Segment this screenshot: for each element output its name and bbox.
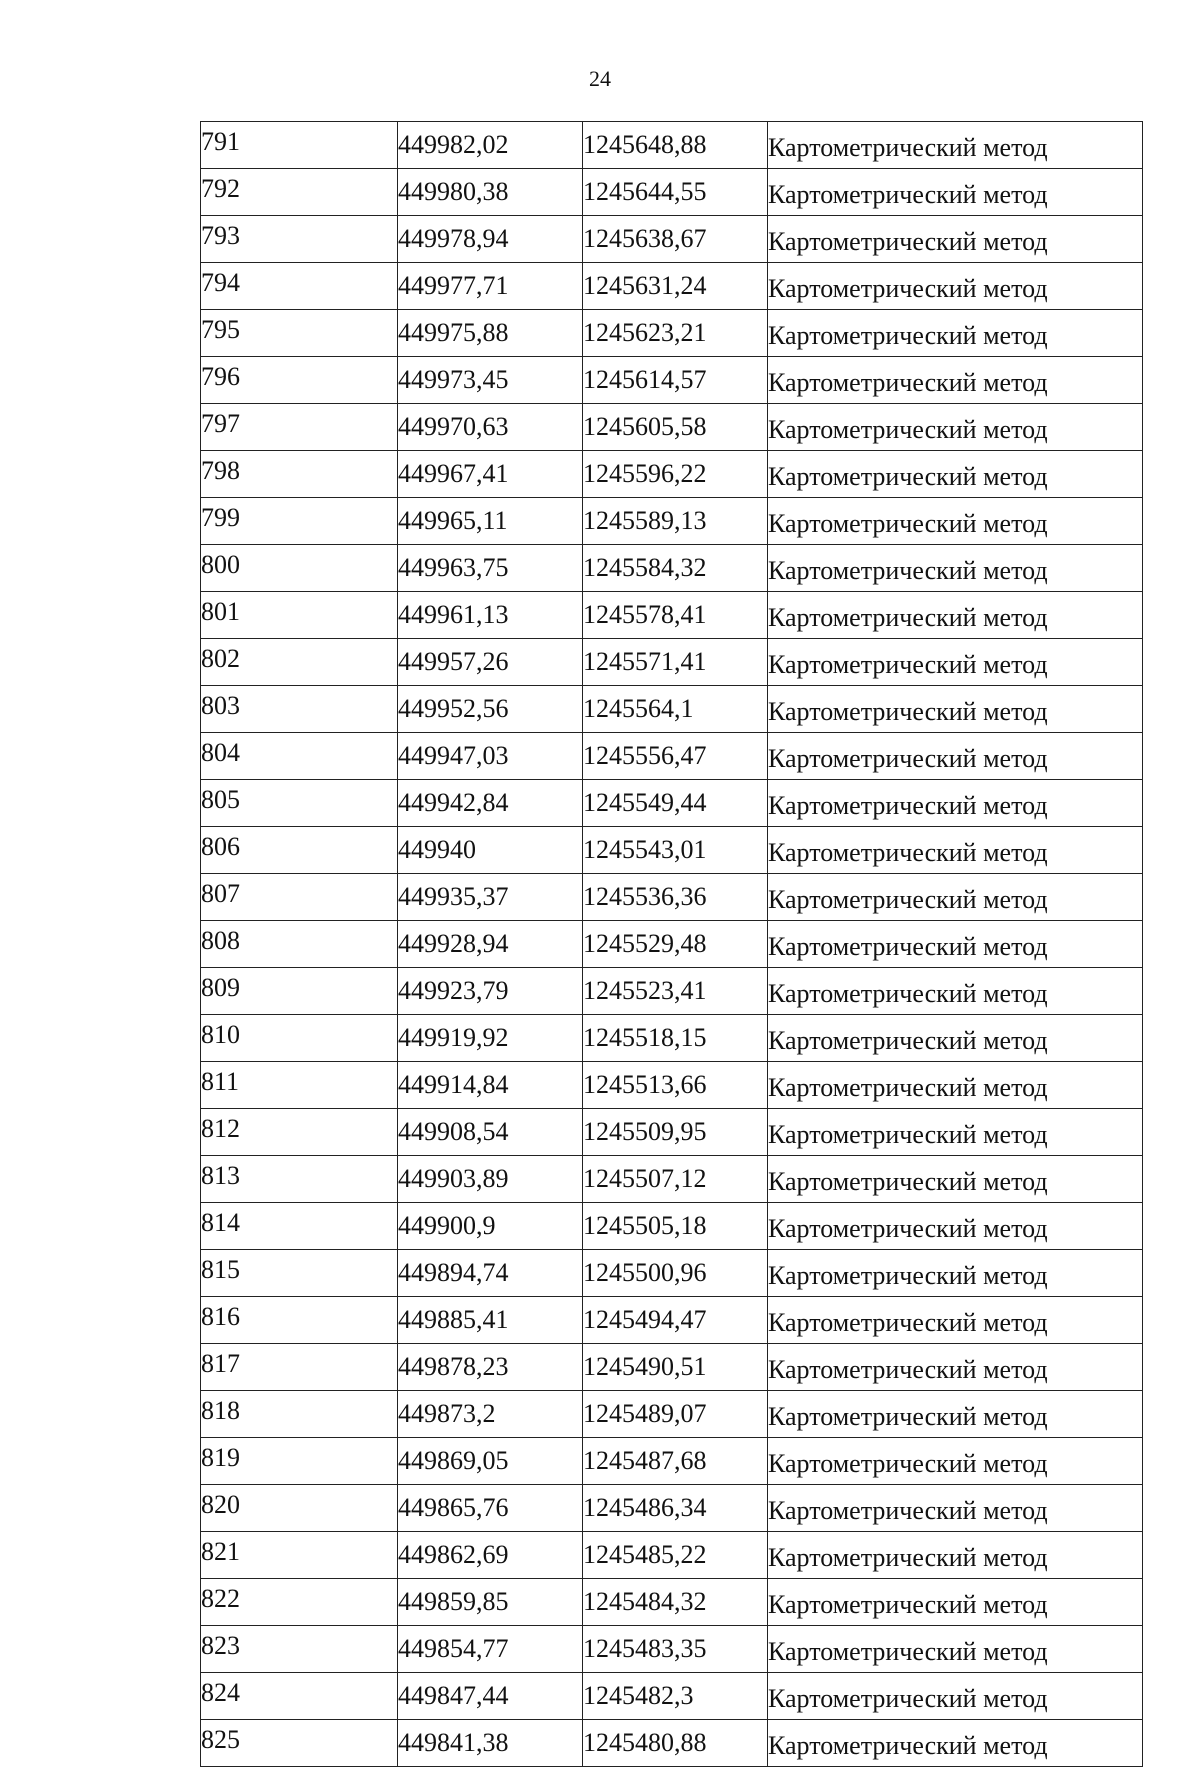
table-row [201,169,1143,216]
y-coordinate-cell: 1245536,36 [583,874,768,921]
table-row [201,1532,1143,1579]
table-row [201,310,1143,357]
method-cell: Картометрический метод [768,1344,1143,1391]
x-coordinate-cell: 449928,94 [398,921,583,968]
point-number-cell: 824 [201,1673,398,1720]
x-coordinate-cell: 449947,03 [398,733,583,780]
table-row [201,968,1143,1015]
x-coordinate-cell: 449885,41 [398,1297,583,1344]
point-number-cell: 814 [201,1203,398,1250]
x-coordinate-cell: 449977,71 [398,263,583,310]
table-row [201,1250,1143,1297]
y-coordinate-cell: 1245482,3 [583,1673,768,1720]
method-cell: Картометрический метод [768,686,1143,733]
table-row [201,592,1143,639]
point-number-cell: 791 [201,122,398,169]
table-row [201,1297,1143,1344]
x-coordinate-cell: 449970,63 [398,404,583,451]
table-row [201,874,1143,921]
y-coordinate-cell: 1245509,95 [583,1109,768,1156]
y-coordinate-cell: 1245505,18 [583,1203,768,1250]
method-cell: Картометрический метод [768,263,1143,310]
y-coordinate-cell: 1245589,13 [583,498,768,545]
method-cell: Картометрический метод [768,592,1143,639]
y-coordinate-cell: 1245483,35 [583,1626,768,1673]
table-row [201,1344,1143,1391]
point-number-cell: 807 [201,874,398,921]
x-coordinate-cell: 449967,41 [398,451,583,498]
method-cell: Картометрический метод [768,874,1143,921]
method-cell: Картометрический метод [768,498,1143,545]
x-coordinate-cell: 449923,79 [398,968,583,1015]
y-coordinate-cell: 1245638,67 [583,216,768,263]
table-row [201,451,1143,498]
method-cell: Картометрический метод [768,780,1143,827]
y-coordinate-cell: 1245518,15 [583,1015,768,1062]
x-coordinate-cell: 449900,9 [398,1203,583,1250]
x-coordinate-cell: 449903,89 [398,1156,583,1203]
x-coordinate-cell: 449847,44 [398,1673,583,1720]
method-cell: Картометрический метод [768,1532,1143,1579]
y-coordinate-cell: 1245644,55 [583,169,768,216]
point-number-cell: 796 [201,357,398,404]
method-cell: Картометрический метод [768,1720,1143,1767]
y-coordinate-cell: 1245487,68 [583,1438,768,1485]
table-row [201,357,1143,404]
point-number-cell: 820 [201,1485,398,1532]
table-row [201,1015,1143,1062]
method-cell: Картометрический метод [768,122,1143,169]
method-cell: Картометрический метод [768,357,1143,404]
page-number: 24 [589,66,611,91]
method-cell: Картометрический метод [768,1250,1143,1297]
table-row [201,1626,1143,1673]
y-coordinate-cell: 1245571,41 [583,639,768,686]
method-cell: Картометрический метод [768,639,1143,686]
table-row [201,1485,1143,1532]
point-number-cell: 805 [201,780,398,827]
method-cell: Картометрический метод [768,169,1143,216]
point-number-cell: 818 [201,1391,398,1438]
x-coordinate-cell: 449908,54 [398,1109,583,1156]
x-coordinate-cell: 449975,88 [398,310,583,357]
x-coordinate-cell: 449973,45 [398,357,583,404]
table-row [201,780,1143,827]
point-number-cell: 809 [201,968,398,1015]
x-coordinate-cell: 449963,75 [398,545,583,592]
table-row [201,921,1143,968]
y-coordinate-cell: 1245564,1 [583,686,768,733]
method-cell: Картометрический метод [768,1203,1143,1250]
y-coordinate-cell: 1245490,51 [583,1344,768,1391]
y-coordinate-cell: 1245648,88 [583,122,768,169]
x-coordinate-cell: 449940 [398,827,583,874]
table-row [201,639,1143,686]
y-coordinate-cell: 1245523,41 [583,968,768,1015]
table-row [201,1391,1143,1438]
y-coordinate-cell: 1245605,58 [583,404,768,451]
x-coordinate-cell: 449865,76 [398,1485,583,1532]
table-row [201,1203,1143,1250]
table-row [201,1062,1143,1109]
point-number-cell: 793 [201,216,398,263]
table-row [201,122,1143,169]
method-cell: Картометрический метод [768,1391,1143,1438]
point-number-cell: 797 [201,404,398,451]
method-cell: Картометрический метод [768,545,1143,592]
y-coordinate-cell: 1245513,66 [583,1062,768,1109]
table-row [201,404,1143,451]
method-cell: Картометрический метод [768,1626,1143,1673]
method-cell: Картометрический метод [768,1015,1143,1062]
y-coordinate-cell: 1245596,22 [583,451,768,498]
x-coordinate-cell: 449841,38 [398,1720,583,1767]
y-coordinate-cell: 1245480,88 [583,1720,768,1767]
method-cell: Картометрический метод [768,921,1143,968]
point-number-cell: 823 [201,1626,398,1673]
point-number-cell: 799 [201,498,398,545]
point-number-cell: 806 [201,827,398,874]
table-row [201,498,1143,545]
method-cell: Картометрический метод [768,1438,1143,1485]
method-cell: Картометрический метод [768,310,1143,357]
x-coordinate-cell: 449980,38 [398,169,583,216]
method-cell: Картометрический метод [768,827,1143,874]
y-coordinate-cell: 1245486,34 [583,1485,768,1532]
table-row [201,1109,1143,1156]
x-coordinate-cell: 449862,69 [398,1532,583,1579]
table-row [201,733,1143,780]
y-coordinate-cell: 1245484,32 [583,1579,768,1626]
point-number-cell: 804 [201,733,398,780]
table-row [201,545,1143,592]
method-cell: Картометрический метод [768,1156,1143,1203]
point-number-cell: 795 [201,310,398,357]
y-coordinate-cell: 1245549,44 [583,780,768,827]
table-row [201,686,1143,733]
point-number-cell: 810 [201,1015,398,1062]
y-coordinate-cell: 1245556,47 [583,733,768,780]
point-number-cell: 817 [201,1344,398,1391]
y-coordinate-cell: 1245529,48 [583,921,768,968]
method-cell: Картометрический метод [768,733,1143,780]
x-coordinate-cell: 449961,13 [398,592,583,639]
method-cell: Картометрический метод [768,1109,1143,1156]
table-row [201,1720,1143,1767]
point-number-cell: 812 [201,1109,398,1156]
y-coordinate-cell: 1245485,22 [583,1532,768,1579]
method-cell: Картометрический метод [768,1485,1143,1532]
point-number-cell: 811 [201,1062,398,1109]
point-number-cell: 808 [201,921,398,968]
table-row [201,1673,1143,1720]
table-row [201,216,1143,263]
y-coordinate-cell: 1245543,01 [583,827,768,874]
table-row [201,1579,1143,1626]
x-coordinate-cell: 449869,05 [398,1438,583,1485]
point-number-cell: 821 [201,1532,398,1579]
point-number-cell: 825 [201,1720,398,1767]
method-cell: Картометрический метод [768,216,1143,263]
x-coordinate-cell: 449854,77 [398,1626,583,1673]
method-cell: Картометрический метод [768,1297,1143,1344]
x-coordinate-cell: 449894,74 [398,1250,583,1297]
point-number-cell: 792 [201,169,398,216]
y-coordinate-cell: 1245494,47 [583,1297,768,1344]
coordinates-table [200,121,1143,1767]
x-coordinate-cell: 449965,11 [398,498,583,545]
x-coordinate-cell: 449878,23 [398,1344,583,1391]
y-coordinate-cell: 1245500,96 [583,1250,768,1297]
x-coordinate-cell: 449859,85 [398,1579,583,1626]
point-number-cell: 801 [201,592,398,639]
x-coordinate-cell: 449952,56 [398,686,583,733]
table-row [201,827,1143,874]
table-row [201,1156,1143,1203]
point-number-cell: 802 [201,639,398,686]
x-coordinate-cell: 449957,26 [398,639,583,686]
x-coordinate-cell: 449942,84 [398,780,583,827]
method-cell: Картометрический метод [768,968,1143,1015]
point-number-cell: 815 [201,1250,398,1297]
point-number-cell: 794 [201,263,398,310]
point-number-cell: 800 [201,545,398,592]
x-coordinate-cell: 449982,02 [398,122,583,169]
x-coordinate-cell: 449935,37 [398,874,583,921]
x-coordinate-cell: 449873,2 [398,1391,583,1438]
method-cell: Картометрический метод [768,451,1143,498]
point-number-cell: 819 [201,1438,398,1485]
y-coordinate-cell: 1245507,12 [583,1156,768,1203]
method-cell: Картометрический метод [768,404,1143,451]
point-number-cell: 816 [201,1297,398,1344]
method-cell: Картометрический метод [768,1673,1143,1720]
point-number-cell: 798 [201,451,398,498]
y-coordinate-cell: 1245623,21 [583,310,768,357]
y-coordinate-cell: 1245584,32 [583,545,768,592]
point-number-cell: 813 [201,1156,398,1203]
coordinates-table-body [201,122,1143,1767]
y-coordinate-cell: 1245578,41 [583,592,768,639]
table-row [201,263,1143,310]
method-cell: Картометрический метод [768,1062,1143,1109]
x-coordinate-cell: 449978,94 [398,216,583,263]
x-coordinate-cell: 449919,92 [398,1015,583,1062]
table-row [201,1438,1143,1485]
point-number-cell: 803 [201,686,398,733]
y-coordinate-cell: 1245631,24 [583,263,768,310]
y-coordinate-cell: 1245489,07 [583,1391,768,1438]
y-coordinate-cell: 1245614,57 [583,357,768,404]
x-coordinate-cell: 449914,84 [398,1062,583,1109]
point-number-cell: 822 [201,1579,398,1626]
method-cell: Картометрический метод [768,1579,1143,1626]
